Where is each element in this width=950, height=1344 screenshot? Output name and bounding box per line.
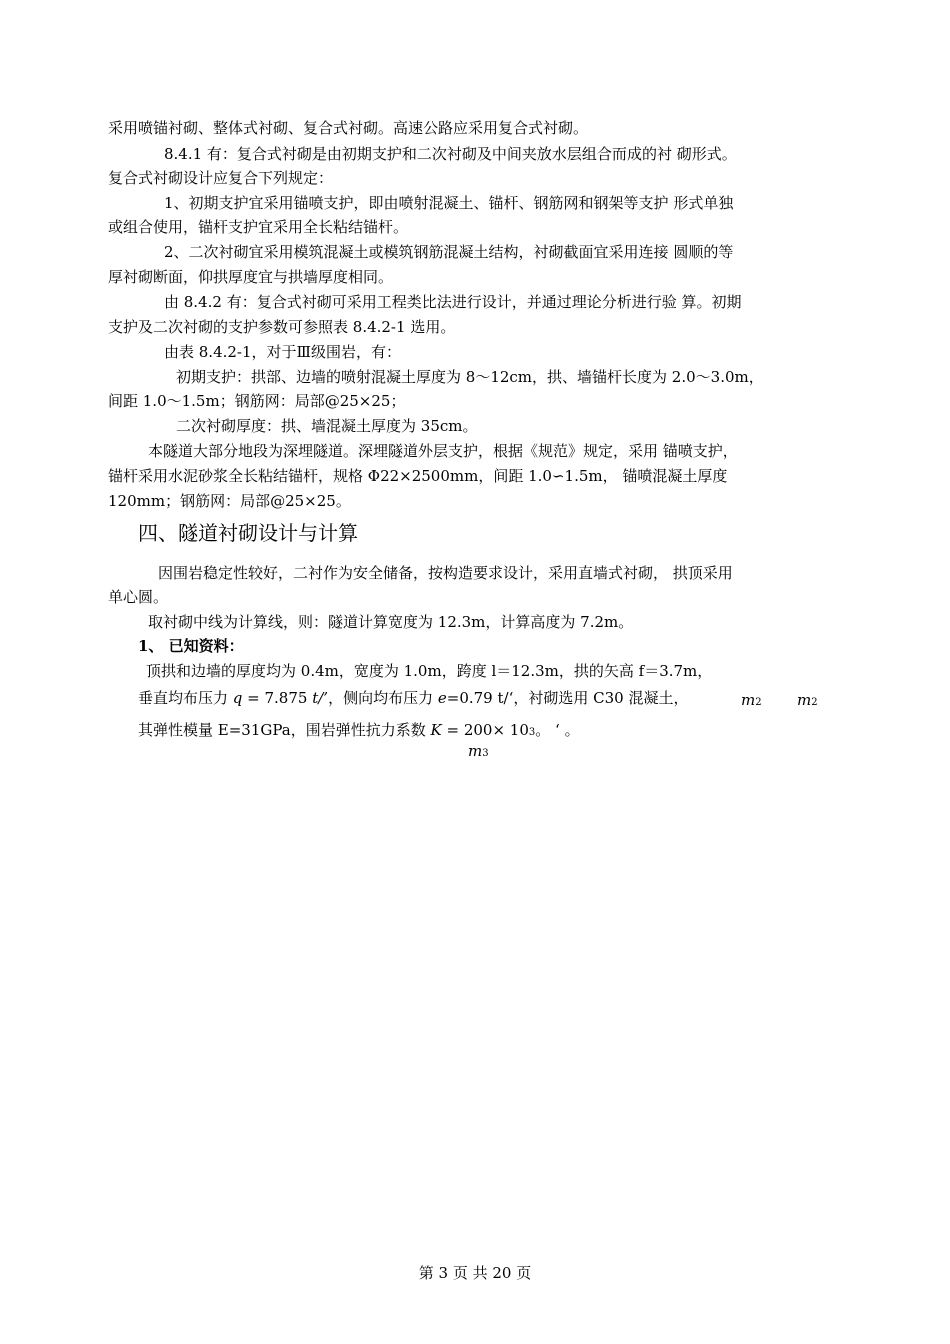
text-segment: ，衬砌选用 C30 混凝土， [513,689,689,707]
unit-m2 [741,690,762,713]
body-line: 顶拱和边墙的厚度均为 0.4m，宽度为 1.0m，跨度 l＝12.3m，拱的矢高 f＝3.7m， [146,662,713,680]
unit-exponent: 2 [755,697,762,708]
page-number: 第 3 页 共 20 页 [418,1264,532,1282]
symbol-K: K [430,721,442,739]
text-segment: 其弹性模量 E=31GPa，围岩弹性抗力系数 [138,721,431,739]
body-line: 或组合使用，锚杆支护宜采用全长粘结锚杆。 [108,218,409,236]
symbol-q: q [232,689,243,707]
text-segment: = 200× 10 [441,721,529,739]
body-line: 单心圆。 [108,588,169,606]
text-segment: =0.79 [446,689,498,707]
symbol-e: e [437,689,447,707]
body-line: 本隧道大部分地段为深埋隧道。深埋隧道外层支护，根据《规范》规定，采用 锚喷支护， [148,442,738,460]
body-line: 由 8.4.2 有：复合式衬砌可采用工程类比法进行设计，并通过理论分析进行验 算。初期 [164,293,742,311]
body-line: 2、二次衬砌宜采用模筑混凝土或模筑钢筋混凝土结构，衬砌截面宜采用连接 圆顺的等 [164,243,734,261]
unit-t: t/‘ [497,689,514,707]
body-line: 因围岩稳定性较好，二衬作为安全储备，按构造要求设计，采用直墙式衬砌， 拱顶采用 [158,564,733,582]
body-line: 间距 1.0～1.5m；钢筋网：局部@25×25； [108,392,406,410]
unit-exponent: 3 [528,727,536,738]
section-heading: 四、隧道衬砌设计与计算 [138,521,358,545]
body-line-pressure [138,688,688,708]
text-segment: ，侧向均布压力 [328,689,438,707]
sub-heading: 1、 已知资料： [138,637,244,655]
unit-exponent: 2 [811,697,818,708]
body-line: 厚衬砌断面，仰拱厚度宜与拱墙厚度相同。 [108,268,394,286]
body-line: 采用喷锚衬砌、整体式衬砌、复合式衬砌。高速公路应采用复合式衬砌。 [108,119,589,137]
body-line: 二次衬砌厚度：拱、墙混凝土厚度为 35cm。 [176,417,478,435]
body-line: 8.4.1 有：复合式衬砌是由初期支护和二次衬砌及中间夹放水层组合而成的衬 砌形式。 [164,145,737,163]
unit-exponent: 3 [482,748,489,759]
body-line: 支护及二次衬砌的支护参数可参照表 8.4.2-1 选用。 [108,318,456,336]
body-line: 取衬砌中线为计算线，则：隧道计算宽度为 12.3m，计算高度为 7.2m。 [148,613,634,631]
body-line-modulus [138,720,580,743]
unit-m3 [468,741,489,764]
unit-m: m [797,691,812,709]
text-segment: 。 ‘ 。 [535,721,580,739]
unit-m: m [741,691,756,709]
unit-m2 [797,690,818,713]
body-line: 1、初期支护宜采用锚喷支护，即由喷射混凝土、锚杆、钢筋网和钢架等支护 形式单独 [164,194,734,212]
body-line: 120mm；钢筋网：局部@25×25。 [108,492,351,510]
body-line: 复合式衬砌设计应复合下列规定： [108,169,334,187]
unit-t: t/’ [312,689,329,707]
text-segment: = 7.875 [242,689,313,707]
body-line: 由表 8.4.2-1，对于Ⅲ级围岩，有： [164,343,402,361]
text-segment: 垂直均布压力 [138,689,233,707]
unit-m: m [468,742,483,760]
body-line: 锚杆采用水泥砂浆全长粘结锚杆，规格 Φ22×2500mm，间距 1.0∽1.5m， 锚喷混凝土厚度 [108,467,728,485]
body-line: 初期支护：拱部、边墙的喷射混凝土厚度为 8～12cm，拱、墙锚杆长度为 2.0～3.0m， [176,368,764,386]
